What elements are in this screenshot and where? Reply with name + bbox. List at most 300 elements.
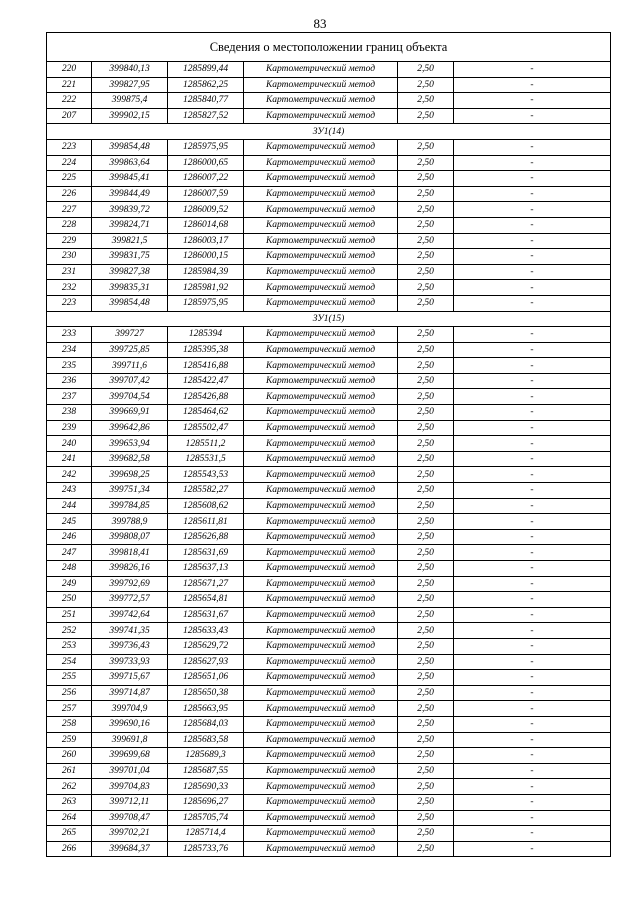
point-number-cell: 242 xyxy=(47,467,92,483)
point-number-cell: 257 xyxy=(47,701,92,717)
x-coordinate-cell: 399784,85 xyxy=(92,498,168,514)
accuracy-cell: 2,50 xyxy=(398,701,454,717)
description-cell: - xyxy=(454,373,611,389)
point-number-cell: 246 xyxy=(47,529,92,545)
x-coordinate-cell: 399742,64 xyxy=(92,607,168,623)
point-number-cell: 236 xyxy=(47,373,92,389)
description-cell: - xyxy=(454,233,611,249)
y-coordinate-cell: 1285840,77 xyxy=(168,93,244,109)
point-number-cell: 247 xyxy=(47,545,92,561)
description-cell: - xyxy=(454,701,611,717)
accuracy-cell: 2,50 xyxy=(398,498,454,514)
description-cell: - xyxy=(454,405,611,421)
y-coordinate-cell: 1285663,95 xyxy=(168,701,244,717)
description-cell: - xyxy=(454,202,611,218)
description-cell: - xyxy=(454,280,611,296)
table-row xyxy=(47,654,611,670)
method-cell: Картометрический метод xyxy=(244,732,398,748)
description-cell: - xyxy=(454,389,611,405)
table-row xyxy=(47,732,611,748)
point-number-cell: 255 xyxy=(47,670,92,686)
method-cell: Картометрический метод xyxy=(244,217,398,233)
table-row xyxy=(47,763,611,779)
table-row xyxy=(47,233,611,249)
table-row xyxy=(47,826,611,842)
x-coordinate-cell: 399691,8 xyxy=(92,732,168,748)
description-cell: - xyxy=(454,171,611,187)
accuracy-cell: 2,50 xyxy=(398,93,454,109)
y-coordinate-cell: 1285611,81 xyxy=(168,514,244,530)
description-cell: - xyxy=(454,638,611,654)
table-row xyxy=(47,685,611,701)
accuracy-cell: 2,50 xyxy=(398,436,454,452)
point-number-cell: 260 xyxy=(47,748,92,764)
y-coordinate-cell: 1285690,33 xyxy=(168,779,244,795)
table-row xyxy=(47,592,611,608)
accuracy-cell: 2,50 xyxy=(398,389,454,405)
method-cell: Картометрический метод xyxy=(244,654,398,670)
method-cell: Картометрический метод xyxy=(244,249,398,265)
y-coordinate-cell: 1285637,13 xyxy=(168,561,244,577)
table-row xyxy=(47,841,611,857)
description-cell: - xyxy=(454,249,611,265)
table-row xyxy=(47,436,611,452)
method-cell: Картометрический метод xyxy=(244,171,398,187)
y-coordinate-cell: 1285705,74 xyxy=(168,810,244,826)
description-cell: - xyxy=(454,358,611,374)
point-number-cell: 245 xyxy=(47,514,92,530)
point-number-cell: 239 xyxy=(47,420,92,436)
accuracy-cell: 2,50 xyxy=(398,217,454,233)
accuracy-cell: 2,50 xyxy=(398,295,454,311)
method-cell: Картометрический метод xyxy=(244,483,398,499)
y-coordinate-cell: 1286007,59 xyxy=(168,186,244,202)
method-cell: Картометрический метод xyxy=(244,716,398,732)
point-number-cell: 238 xyxy=(47,405,92,421)
x-coordinate-cell: 399875,4 xyxy=(92,93,168,109)
x-coordinate-cell: 399701,04 xyxy=(92,763,168,779)
x-coordinate-cell: 399788,9 xyxy=(92,514,168,530)
table-row xyxy=(47,670,611,686)
method-cell: Картометрический метод xyxy=(244,280,398,296)
y-coordinate-cell: 1285531,5 xyxy=(168,451,244,467)
method-cell: Картометрический метод xyxy=(244,576,398,592)
x-coordinate-cell: 399844,49 xyxy=(92,186,168,202)
x-coordinate-cell: 399741,35 xyxy=(92,623,168,639)
table-row xyxy=(47,701,611,717)
x-coordinate-cell: 399854,48 xyxy=(92,139,168,155)
method-cell: Картометрический метод xyxy=(244,561,398,577)
x-coordinate-cell: 399702,21 xyxy=(92,826,168,842)
accuracy-cell: 2,50 xyxy=(398,264,454,280)
y-coordinate-cell: 1285582,27 xyxy=(168,483,244,499)
y-coordinate-cell: 1285627,93 xyxy=(168,654,244,670)
y-coordinate-cell: 1286014,68 xyxy=(168,217,244,233)
point-number-cell: 235 xyxy=(47,358,92,374)
point-number-cell: 250 xyxy=(47,592,92,608)
accuracy-cell: 2,50 xyxy=(398,841,454,857)
point-number-cell: 207 xyxy=(47,108,92,124)
x-coordinate-cell: 399863,64 xyxy=(92,155,168,171)
y-coordinate-cell: 1285684,03 xyxy=(168,716,244,732)
accuracy-cell: 2,50 xyxy=(398,685,454,701)
y-coordinate-cell: 1285633,43 xyxy=(168,623,244,639)
description-cell: - xyxy=(454,623,611,639)
point-number-cell: 249 xyxy=(47,576,92,592)
page-number: 83 xyxy=(313,16,327,31)
x-coordinate-cell: 399772,57 xyxy=(92,592,168,608)
x-coordinate-cell: 399826,16 xyxy=(92,561,168,577)
accuracy-cell: 2,50 xyxy=(398,467,454,483)
table-row xyxy=(47,779,611,795)
table-row xyxy=(47,202,611,218)
table-row xyxy=(47,405,611,421)
description-cell: - xyxy=(454,93,611,109)
method-cell: Картометрический метод xyxy=(244,139,398,155)
y-coordinate-cell: 1285671,27 xyxy=(168,576,244,592)
table-row xyxy=(47,249,611,265)
accuracy-cell: 2,50 xyxy=(398,358,454,374)
description-cell: - xyxy=(454,732,611,748)
accuracy-cell: 2,50 xyxy=(398,576,454,592)
point-number-cell: 231 xyxy=(47,264,92,280)
y-coordinate-cell: 1285650,38 xyxy=(168,685,244,701)
description-cell: - xyxy=(454,576,611,592)
table-row xyxy=(47,264,611,280)
x-coordinate-cell: 399792,69 xyxy=(92,576,168,592)
description-cell: - xyxy=(454,420,611,436)
x-coordinate-cell: 399840,13 xyxy=(92,62,168,78)
method-cell: Картометрический метод xyxy=(244,451,398,467)
table-row xyxy=(47,358,611,374)
accuracy-cell: 2,50 xyxy=(398,155,454,171)
y-coordinate-cell: 1285629,72 xyxy=(168,638,244,654)
point-number-cell: 227 xyxy=(47,202,92,218)
description-cell: - xyxy=(454,763,611,779)
table-row xyxy=(47,794,611,810)
accuracy-cell: 2,50 xyxy=(398,623,454,639)
method-cell: Картометрический метод xyxy=(244,264,398,280)
table-row xyxy=(47,748,611,764)
method-cell: Картометрический метод xyxy=(244,826,398,842)
y-coordinate-cell: 1285422,47 xyxy=(168,373,244,389)
table-row xyxy=(47,155,611,171)
method-cell: Картометрический метод xyxy=(244,701,398,717)
point-number-cell: 264 xyxy=(47,810,92,826)
table-row xyxy=(47,420,611,436)
x-coordinate-cell: 399653,94 xyxy=(92,436,168,452)
description-cell: - xyxy=(454,841,611,857)
table-row xyxy=(47,716,611,732)
accuracy-cell: 2,50 xyxy=(398,654,454,670)
description-cell: - xyxy=(454,545,611,561)
x-coordinate-cell: 399839,72 xyxy=(92,202,168,218)
description-cell: - xyxy=(454,467,611,483)
point-number-cell: 226 xyxy=(47,186,92,202)
point-number-cell: 233 xyxy=(47,327,92,343)
method-cell: Картометрический метод xyxy=(244,498,398,514)
table-title: Сведения о местоположении границ объекта xyxy=(47,33,611,62)
y-coordinate-cell: 1286007,22 xyxy=(168,171,244,187)
method-cell: Картометрический метод xyxy=(244,373,398,389)
point-number-cell: 258 xyxy=(47,716,92,732)
y-coordinate-cell: 1285981,92 xyxy=(168,280,244,296)
y-coordinate-cell: 1285687,55 xyxy=(168,763,244,779)
method-cell: Картометрический метод xyxy=(244,155,398,171)
method-cell: Картометрический метод xyxy=(244,545,398,561)
point-number-cell: 240 xyxy=(47,436,92,452)
accuracy-cell: 2,50 xyxy=(398,748,454,764)
method-cell: Картометрический метод xyxy=(244,514,398,530)
accuracy-cell: 2,50 xyxy=(398,420,454,436)
x-coordinate-cell: 399712,11 xyxy=(92,794,168,810)
point-number-cell: 237 xyxy=(47,389,92,405)
table-row xyxy=(47,561,611,577)
description-cell: - xyxy=(454,139,611,155)
x-coordinate-cell: 399704,9 xyxy=(92,701,168,717)
y-coordinate-cell: 1285464,62 xyxy=(168,405,244,421)
table-row xyxy=(47,373,611,389)
y-coordinate-cell: 1285827,52 xyxy=(168,108,244,124)
method-cell: Картометрический метод xyxy=(244,794,398,810)
description-cell: - xyxy=(454,155,611,171)
table-row xyxy=(47,483,611,499)
accuracy-cell: 2,50 xyxy=(398,529,454,545)
description-cell: - xyxy=(454,264,611,280)
method-cell: Картометрический метод xyxy=(244,623,398,639)
x-coordinate-cell: 399854,48 xyxy=(92,295,168,311)
point-number-cell: 221 xyxy=(47,77,92,93)
accuracy-cell: 2,50 xyxy=(398,171,454,187)
table-row xyxy=(47,389,611,405)
accuracy-cell: 2,50 xyxy=(398,716,454,732)
x-coordinate-cell: 399708,47 xyxy=(92,810,168,826)
accuracy-cell: 2,50 xyxy=(398,139,454,155)
accuracy-cell: 2,50 xyxy=(398,670,454,686)
y-coordinate-cell: 1285395,38 xyxy=(168,342,244,358)
description-cell: - xyxy=(454,77,611,93)
method-cell: Картометрический метод xyxy=(244,405,398,421)
y-coordinate-cell: 1285502,47 xyxy=(168,420,244,436)
x-coordinate-cell: 399699,68 xyxy=(92,748,168,764)
point-number-cell: 266 xyxy=(47,841,92,857)
description-cell: - xyxy=(454,483,611,499)
y-coordinate-cell: 1285975,95 xyxy=(168,295,244,311)
point-number-cell: 253 xyxy=(47,638,92,654)
method-cell: Картометрический метод xyxy=(244,108,398,124)
table-row xyxy=(47,467,611,483)
x-coordinate-cell: 399684,37 xyxy=(92,841,168,857)
point-number-cell: 224 xyxy=(47,155,92,171)
y-coordinate-cell: 1285862,25 xyxy=(168,77,244,93)
y-coordinate-cell: 1286000,15 xyxy=(168,249,244,265)
y-coordinate-cell: 1285733,76 xyxy=(168,841,244,857)
y-coordinate-cell: 1285899,44 xyxy=(168,62,244,78)
point-number-cell: 222 xyxy=(47,93,92,109)
x-coordinate-cell: 399715,67 xyxy=(92,670,168,686)
y-coordinate-cell: 1285683,58 xyxy=(168,732,244,748)
x-coordinate-cell: 399642,86 xyxy=(92,420,168,436)
accuracy-cell: 2,50 xyxy=(398,779,454,795)
method-cell: Картометрический метод xyxy=(244,62,398,78)
accuracy-cell: 2,50 xyxy=(398,514,454,530)
method-cell: Картометрический метод xyxy=(244,763,398,779)
y-coordinate-cell: 1285631,67 xyxy=(168,607,244,623)
x-coordinate-cell: 399824,71 xyxy=(92,217,168,233)
point-number-cell: 220 xyxy=(47,62,92,78)
description-cell: - xyxy=(454,826,611,842)
y-coordinate-cell: 1285689,3 xyxy=(168,748,244,764)
accuracy-cell: 2,50 xyxy=(398,451,454,467)
y-coordinate-cell: 1285608,62 xyxy=(168,498,244,514)
description-cell: - xyxy=(454,436,611,452)
accuracy-cell: 2,50 xyxy=(398,233,454,249)
x-coordinate-cell: 399698,25 xyxy=(92,467,168,483)
point-number-cell: 251 xyxy=(47,607,92,623)
table-row xyxy=(47,62,611,78)
method-cell: Картометрический метод xyxy=(244,841,398,857)
description-cell: - xyxy=(454,592,611,608)
table-header-row xyxy=(47,33,611,62)
method-cell: Картометрический метод xyxy=(244,810,398,826)
method-cell: Картометрический метод xyxy=(244,685,398,701)
y-coordinate-cell: 1285543,53 xyxy=(168,467,244,483)
accuracy-cell: 2,50 xyxy=(398,638,454,654)
x-coordinate-cell: 399714,87 xyxy=(92,685,168,701)
y-coordinate-cell: 1285416,88 xyxy=(168,358,244,374)
method-cell: Картометрический метод xyxy=(244,607,398,623)
section-label: ЗУ1(14) xyxy=(47,124,611,140)
point-number-cell: 256 xyxy=(47,685,92,701)
method-cell: Картометрический метод xyxy=(244,389,398,405)
point-number-cell: 223 xyxy=(47,139,92,155)
point-number-cell: 244 xyxy=(47,498,92,514)
method-cell: Картометрический метод xyxy=(244,670,398,686)
point-number-cell: 223 xyxy=(47,295,92,311)
y-coordinate-cell: 1285394 xyxy=(168,327,244,343)
x-coordinate-cell: 399727 xyxy=(92,327,168,343)
method-cell: Картометрический метод xyxy=(244,748,398,764)
table-row xyxy=(47,451,611,467)
point-number-cell: 225 xyxy=(47,171,92,187)
section-header-row xyxy=(47,124,611,140)
table-row xyxy=(47,810,611,826)
boundary-table xyxy=(46,32,611,857)
y-coordinate-cell: 1286000,65 xyxy=(168,155,244,171)
table-row xyxy=(47,139,611,155)
x-coordinate-cell: 399751,34 xyxy=(92,483,168,499)
method-cell: Картометрический метод xyxy=(244,592,398,608)
description-cell: - xyxy=(454,716,611,732)
accuracy-cell: 2,50 xyxy=(398,342,454,358)
y-coordinate-cell: 1286003,17 xyxy=(168,233,244,249)
table-row xyxy=(47,280,611,296)
table-row xyxy=(47,498,611,514)
description-cell: - xyxy=(454,607,611,623)
x-coordinate-cell: 399704,54 xyxy=(92,389,168,405)
x-coordinate-cell: 399704,83 xyxy=(92,779,168,795)
description-cell: - xyxy=(454,62,611,78)
x-coordinate-cell: 399818,41 xyxy=(92,545,168,561)
accuracy-cell: 2,50 xyxy=(398,280,454,296)
method-cell: Картометрический метод xyxy=(244,186,398,202)
x-coordinate-cell: 399821,5 xyxy=(92,233,168,249)
table-row xyxy=(47,576,611,592)
method-cell: Картометрический метод xyxy=(244,420,398,436)
description-cell: - xyxy=(454,327,611,343)
y-coordinate-cell: 1285984,39 xyxy=(168,264,244,280)
accuracy-cell: 2,50 xyxy=(398,483,454,499)
description-cell: - xyxy=(454,810,611,826)
y-coordinate-cell: 1285426,88 xyxy=(168,389,244,405)
accuracy-cell: 2,50 xyxy=(398,77,454,93)
y-coordinate-cell: 1285975,95 xyxy=(168,139,244,155)
method-cell: Картометрический метод xyxy=(244,529,398,545)
accuracy-cell: 2,50 xyxy=(398,732,454,748)
description-cell: - xyxy=(454,514,611,530)
table-row xyxy=(47,217,611,233)
table-row xyxy=(47,607,611,623)
accuracy-cell: 2,50 xyxy=(398,545,454,561)
accuracy-cell: 2,50 xyxy=(398,592,454,608)
description-cell: - xyxy=(454,295,611,311)
table-row xyxy=(47,514,611,530)
accuracy-cell: 2,50 xyxy=(398,405,454,421)
point-number-cell: 265 xyxy=(47,826,92,842)
description-cell: - xyxy=(454,217,611,233)
accuracy-cell: 2,50 xyxy=(398,202,454,218)
x-coordinate-cell: 399827,95 xyxy=(92,77,168,93)
y-coordinate-cell: 1285654,81 xyxy=(168,592,244,608)
description-cell: - xyxy=(454,670,611,686)
point-number-cell: 243 xyxy=(47,483,92,499)
x-coordinate-cell: 399808,07 xyxy=(92,529,168,545)
table-row xyxy=(47,529,611,545)
x-coordinate-cell: 399669,91 xyxy=(92,405,168,421)
y-coordinate-cell: 1285714,4 xyxy=(168,826,244,842)
accuracy-cell: 2,50 xyxy=(398,373,454,389)
point-number-cell: 262 xyxy=(47,779,92,795)
table-row xyxy=(47,327,611,343)
description-cell: - xyxy=(454,498,611,514)
accuracy-cell: 2,50 xyxy=(398,794,454,810)
y-coordinate-cell: 1285651,06 xyxy=(168,670,244,686)
description-cell: - xyxy=(454,779,611,795)
point-number-cell: 248 xyxy=(47,561,92,577)
description-cell: - xyxy=(454,451,611,467)
point-number-cell: 229 xyxy=(47,233,92,249)
y-coordinate-cell: 1285511,2 xyxy=(168,436,244,452)
accuracy-cell: 2,50 xyxy=(398,108,454,124)
description-cell: - xyxy=(454,342,611,358)
point-number-cell: 252 xyxy=(47,623,92,639)
y-coordinate-cell: 1285696,27 xyxy=(168,794,244,810)
method-cell: Картометрический метод xyxy=(244,467,398,483)
x-coordinate-cell: 399733,93 xyxy=(92,654,168,670)
table-row xyxy=(47,295,611,311)
method-cell: Картометрический метод xyxy=(244,77,398,93)
description-cell: - xyxy=(454,108,611,124)
method-cell: Картометрический метод xyxy=(244,295,398,311)
x-coordinate-cell: 399711,6 xyxy=(92,358,168,374)
description-cell: - xyxy=(454,654,611,670)
accuracy-cell: 2,50 xyxy=(398,561,454,577)
x-coordinate-cell: 399831,75 xyxy=(92,249,168,265)
method-cell: Картометрический метод xyxy=(244,342,398,358)
x-coordinate-cell: 399707,42 xyxy=(92,373,168,389)
accuracy-cell: 2,50 xyxy=(398,826,454,842)
point-number-cell: 259 xyxy=(47,732,92,748)
